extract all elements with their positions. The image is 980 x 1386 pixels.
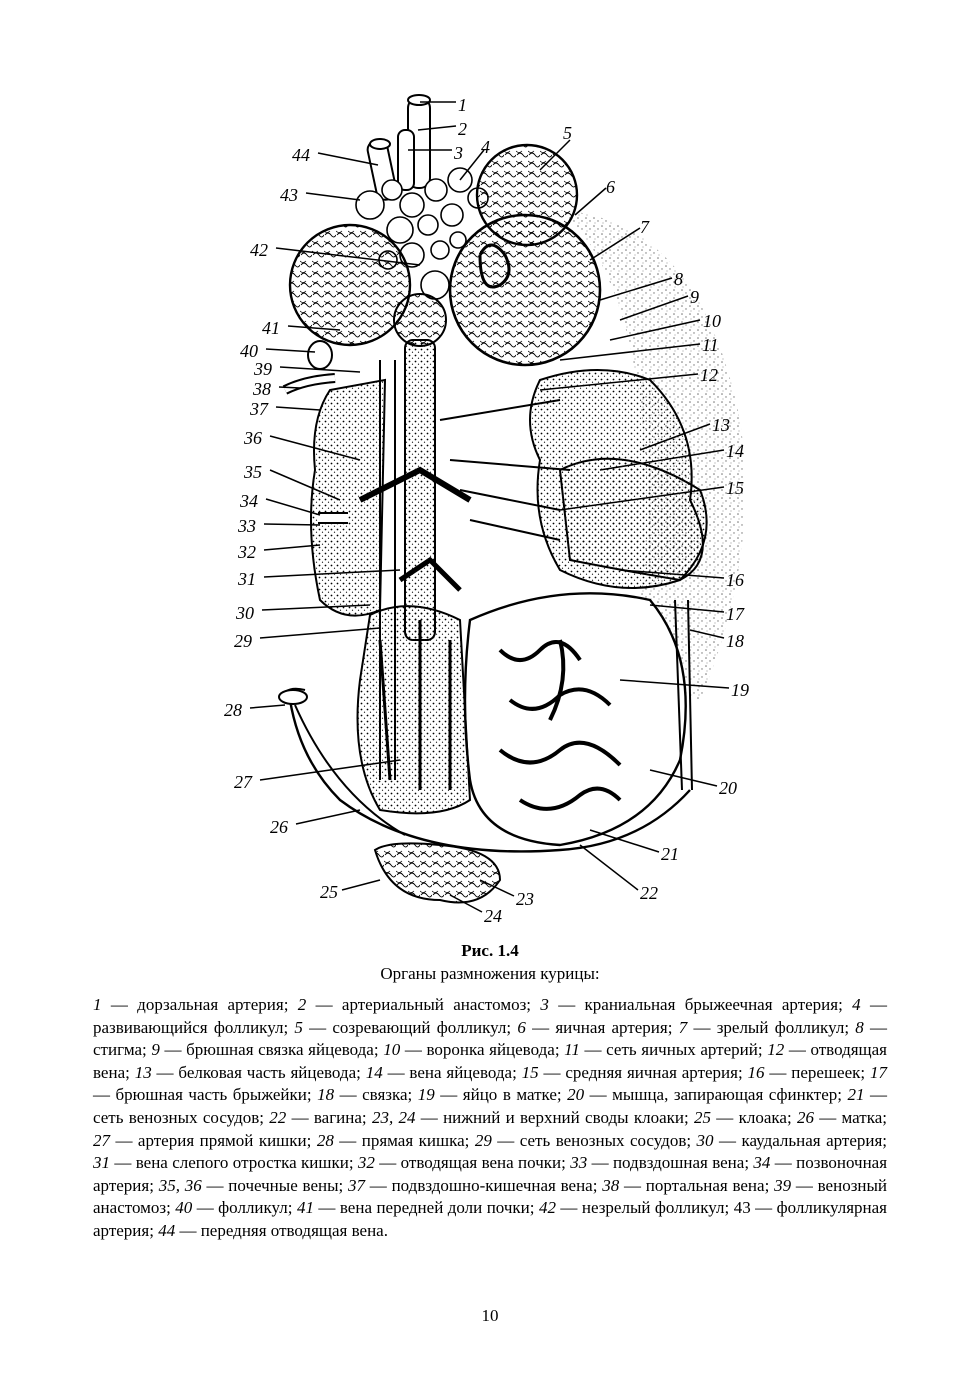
figure-label-44: 44	[292, 145, 310, 165]
leader-line-28	[250, 705, 285, 708]
legend-text: яичная артерия	[555, 1017, 668, 1037]
legend-number: 12	[767, 1040, 785, 1060]
legend-text: сеть венозных сосудов	[93, 1107, 260, 1127]
legend-text: вена передней доли почки	[339, 1198, 530, 1218]
legend-text: прямая кишка	[361, 1130, 465, 1150]
legend-text: развивающийся фолликул	[93, 1017, 284, 1037]
figure-label-9: 9	[690, 287, 699, 307]
legend-number: 26	[796, 1107, 814, 1127]
figure-label-12: 12	[700, 365, 718, 385]
legend-number: 34	[753, 1153, 771, 1173]
legend-number: 41	[296, 1198, 314, 1218]
figure-label-3: 3	[454, 143, 463, 163]
legend-number: 16	[747, 1062, 765, 1082]
legend-text: подвздошная вена	[612, 1153, 745, 1173]
figure-label-25: 25	[320, 882, 338, 902]
kidney	[311, 380, 385, 616]
figure-label-15: 15	[726, 478, 744, 498]
leader-line-22	[580, 845, 638, 890]
leader-line-25	[342, 880, 380, 890]
figure-label-34: 34	[240, 491, 258, 511]
figure-label-37: 37	[250, 399, 268, 419]
legend-text: незрелый фолликул	[581, 1198, 725, 1218]
legend-number: 31	[93, 1153, 110, 1173]
legend-text: стигма	[93, 1040, 143, 1060]
legend-text: передняя отводящая вена	[200, 1220, 384, 1240]
colon	[358, 606, 471, 813]
figure-label-7: 7	[640, 217, 649, 237]
legend-number: 3	[540, 995, 549, 1014]
legend-text: подвздошно-кишечная вена	[391, 1175, 593, 1195]
figure-label-11: 11	[702, 335, 719, 355]
legend-text: отводящая вена почки	[400, 1153, 562, 1173]
legend-number: 11	[564, 1040, 580, 1060]
figure-label-20: 20	[719, 778, 737, 798]
legend-number: 32	[357, 1153, 375, 1173]
legend-number: 10	[383, 1040, 401, 1060]
legend-number: 7	[678, 1017, 688, 1037]
legend-number: 20	[567, 1085, 585, 1105]
legend-text: артерия прямой кишки	[137, 1130, 307, 1150]
page-number: 10	[481, 1306, 499, 1325]
legend-number: 19	[417, 1085, 435, 1105]
legend-number: 14	[365, 1062, 383, 1082]
figure-label-38: 38	[253, 379, 271, 399]
legend-number: 40	[175, 1198, 193, 1218]
legend-text: сеть яичных артерий	[606, 1040, 758, 1060]
legend-text: брюшная часть брыжейки	[115, 1085, 307, 1105]
figure-label-31: 31	[238, 569, 256, 589]
legend-text: брюшная связка яйцевода	[186, 1040, 374, 1060]
legend-text: средняя яичная артерия	[565, 1062, 738, 1082]
legend-text: яйцо в матке	[462, 1085, 557, 1105]
legend-text: артериальный анастомоз	[341, 995, 527, 1014]
legend-text: фолликулярная артерия	[93, 1198, 887, 1240]
leader-line-21	[590, 830, 659, 852]
legend-number: 4	[852, 995, 861, 1014]
legend-number: 6	[517, 1017, 526, 1037]
legend-number: 1	[93, 995, 102, 1014]
legend-number: 2	[297, 995, 307, 1014]
legend-text: матка	[841, 1107, 883, 1127]
figure-label-14: 14	[726, 441, 744, 461]
legend-text: связка	[362, 1085, 408, 1105]
legend-number: 15	[521, 1062, 539, 1082]
legend-text: сеть венозных сосудов	[519, 1130, 687, 1150]
legend-number: 35, 36	[158, 1175, 202, 1195]
legend-number: 13	[134, 1062, 152, 1082]
legend-text: зрелый фолликул	[716, 1017, 845, 1037]
legend-text: дорзальная артерия	[137, 995, 284, 1014]
legend-number: 43	[733, 1198, 751, 1218]
legend-text: портальная вена	[645, 1175, 765, 1195]
figure-label-39: 39	[254, 359, 272, 379]
figure-label-21: 21	[661, 844, 679, 864]
legend-number: 17	[869, 1062, 887, 1082]
legend-number: 33	[570, 1153, 588, 1173]
legend-number: 9	[151, 1040, 160, 1060]
legend-number: 5	[294, 1017, 303, 1037]
legend-number: 27	[93, 1130, 110, 1150]
figure-label-35: 35	[244, 462, 262, 482]
legend-text: позвоночная артерия	[93, 1153, 888, 1195]
figure-label-43: 43	[280, 185, 298, 205]
figure-label-36: 36	[244, 428, 262, 448]
figure-label-27: 27	[234, 772, 252, 792]
legend-text: вена яйцевода	[409, 1062, 513, 1082]
figure-title: Органы размножения курицы:	[380, 964, 600, 983]
leader-line-38	[279, 387, 300, 388]
figure-label-28: 28	[224, 700, 242, 720]
leader-line-33	[264, 524, 320, 525]
legend-number: 30	[696, 1130, 714, 1150]
legend-number: 21	[847, 1085, 865, 1105]
legend-number: 25	[694, 1107, 712, 1127]
legend-number: 38	[602, 1175, 620, 1195]
figure-label-23: 23	[516, 889, 534, 909]
legend-number: 29	[474, 1130, 492, 1150]
legend-text: нижний и верхний своды клоаки	[443, 1107, 684, 1127]
leader-line-29	[260, 628, 380, 638]
legend-text: клоака	[738, 1107, 787, 1127]
figure-label-32: 32	[238, 542, 256, 562]
leader-line-6	[575, 188, 606, 215]
cloaca	[375, 843, 500, 902]
figure-label-22: 22	[640, 883, 658, 903]
legend-text: мышца, запирающая сфинктер	[612, 1085, 838, 1105]
figure-legend: 1 — дорзальная артерия; 2 — артериальный анастомоз; 3 — краниальная брыжеечная артерия; 4 — развивающийся фолликул; 5 — созревающий фолликул; 6 — яичная артерия; 7 — зрелый фолликул; 8 — стигма; 9 — брюшная связка яйцевода; 10 — воронка яйцевода; 11 — сеть яичных артерий; 12 — отводящая вена; 13 — белковая часть яйцевода; 14 — вена яйцевода; 15 — средняя яичная артерия; 16 — перешеек; 17 — брюшная часть брыжейки; 18 — связка; 19 — яйцо в матке; 20 — мышца, запирающая сфинктер; 21 — сеть венозных сосудов; 22 — вагина; 23, 24 — нижний и верхний своды клоаки; 25 — клоака; 26 — матка; 27 — артерия прямой кишки; 28 — прямая кишка; 29 — сеть венозных сосудов; 30 — каудальная артерия; 31 — вена слепого отростка кишки; 32 — отводящая вена почки; 33 — подвздошная вена; 34 — позвоночная артерия; 35, 36 — почечные вены; 37 — подвздошно-кишечная вена; 38 — портальная вена; 39 — венозный анастомоз; 40 — фолликул; 41 — вена передней доли почки; 42 — незрелый фолликул; 43 — фолликулярная артерия; 44 — передняя отводящая вена.	[93, 995, 888, 1240]
legend-number: 28	[316, 1130, 334, 1150]
legend-text: венозный анастомоз	[93, 1175, 888, 1218]
legend-text: почечные вены	[228, 1175, 339, 1195]
figure-label-2: 2	[458, 119, 467, 139]
leader-line-26	[296, 810, 360, 824]
legend-text: вена слепого отростка кишки	[135, 1153, 349, 1173]
figure-label-41: 41	[262, 318, 280, 338]
legend-text: отводящая вена	[93, 1040, 888, 1082]
legend-text: фолликул	[218, 1198, 288, 1218]
legend-text: воронка яйцевода	[426, 1040, 555, 1060]
leader-line-37	[276, 407, 320, 410]
leader-line-43	[306, 193, 360, 200]
legend-number: 8	[855, 1017, 864, 1037]
figure-label-10: 10	[703, 311, 721, 331]
figure-label-16: 16	[726, 570, 744, 590]
legend-text: перешеек	[791, 1062, 861, 1082]
figure-label-40: 40	[240, 341, 258, 361]
figure-label-13: 13	[712, 415, 730, 435]
legend-text: вагина	[313, 1107, 362, 1127]
figure-label-17: 17	[726, 604, 744, 624]
figure-label-5: 5	[563, 123, 572, 143]
figure-label-18: 18	[726, 631, 744, 651]
figure-label-8: 8	[674, 269, 683, 289]
legend-number: 39	[774, 1175, 792, 1195]
legend-text: каудальная артерия	[741, 1130, 883, 1150]
legend-number: 44	[158, 1220, 176, 1240]
figure-number: Рис. 1.4	[461, 941, 519, 960]
figure-label-19: 19	[731, 680, 749, 700]
mature-follicle	[450, 215, 600, 365]
aorta	[405, 340, 435, 640]
uterus	[465, 593, 686, 845]
figure-label-26: 26	[270, 817, 288, 837]
legend-number: 37	[348, 1175, 366, 1195]
figure-label-29: 29	[234, 631, 252, 651]
legend-text: белковая часть яйцевода	[178, 1062, 357, 1082]
figure-label-30: 30	[236, 603, 254, 623]
figure-label-6: 6	[606, 177, 615, 197]
legend-number: 42	[538, 1198, 556, 1218]
figure-label-1: 1	[458, 95, 467, 115]
legend-text: краниальная брыжеечная артерия	[584, 995, 839, 1014]
figure-label-4: 4	[481, 137, 490, 157]
legend-number: 18	[317, 1085, 335, 1105]
figure-label-33: 33	[238, 516, 256, 536]
figure-label-24: 24	[484, 906, 502, 926]
figure-label-42: 42	[250, 240, 268, 260]
legend-number: 23, 24	[371, 1107, 416, 1127]
legend-text: созревающий фолликул	[332, 1017, 507, 1037]
legend-number: 22	[269, 1107, 287, 1127]
